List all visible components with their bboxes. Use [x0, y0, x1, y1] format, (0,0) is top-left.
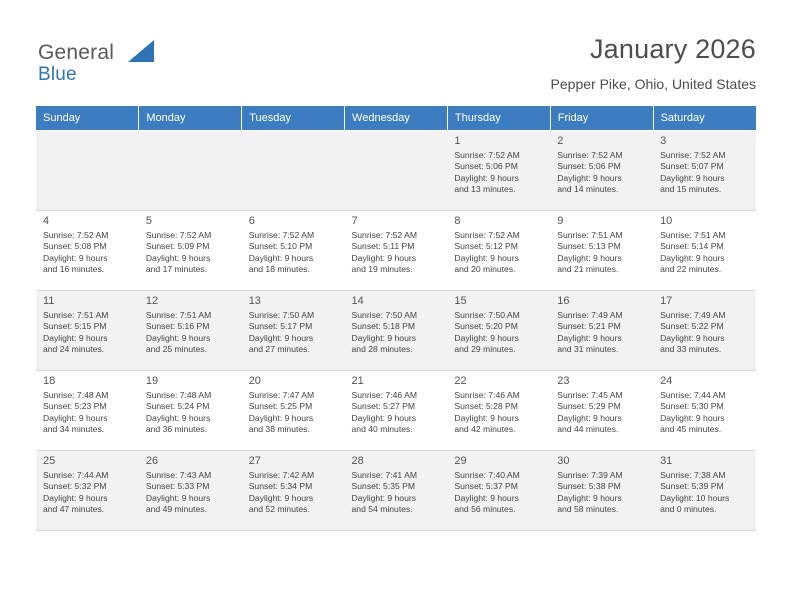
day-info-line: and 31 minutes.: [557, 344, 619, 355]
day-number: 1: [454, 135, 461, 147]
day-number: 8: [454, 215, 461, 227]
calendar-body: [36, 131, 756, 531]
day-info-line: Daylight: 9 hours: [351, 412, 417, 423]
day-info-line: Sunset: 5:06 PM: [557, 161, 621, 172]
calendar-day-cell[interactable]: [36, 371, 139, 451]
day-info-line: and 40 minutes.: [351, 424, 413, 435]
calendar-day-cell[interactable]: [139, 211, 242, 291]
day-info-line: Sunset: 5:15 PM: [43, 321, 107, 332]
day-number: 6: [248, 215, 255, 227]
weekday-header-thursday: Thursday: [447, 106, 550, 131]
day-info-line: and 17 minutes.: [145, 264, 207, 275]
day-number: 3: [660, 135, 667, 147]
logo-text-blue: Blue: [38, 64, 77, 85]
calendar-empty-cell: [345, 131, 448, 211]
day-number: 20: [248, 375, 261, 387]
day-info-line: Sunrise: 7:40 AM: [454, 470, 520, 480]
day-sun-info: [43, 390, 133, 436]
day-sun-info: [557, 390, 647, 436]
day-sun-info: [43, 310, 133, 356]
day-info-line: Sunrise: 7:41 AM: [351, 470, 417, 480]
day-sun-info: [146, 310, 236, 356]
day-sun-info: [352, 390, 442, 436]
day-info-line: Daylight: 9 hours: [145, 492, 211, 503]
day-info-line: Daylight: 9 hours: [454, 252, 519, 263]
day-info-line: Sunset: 5:34 PM: [248, 481, 313, 492]
day-info-line: and 49 minutes.: [145, 504, 207, 515]
triangle-flag-icon: [128, 40, 154, 62]
day-info-line: Sunrise: 7:52 AM: [660, 150, 726, 160]
day-info-line: and 16 minutes.: [43, 264, 105, 275]
calendar-empty-cell: [36, 131, 139, 211]
calendar-day-cell[interactable]: [653, 451, 756, 531]
day-info-line: Sunset: 5:07 PM: [660, 161, 724, 172]
day-info-line: Sunrise: 7:44 AM: [43, 470, 109, 480]
calendar-day-cell[interactable]: [139, 451, 242, 531]
day-sun-info: [557, 310, 647, 356]
day-info-line: Sunrise: 7:50 AM: [351, 310, 417, 320]
day-info-line: and 34 minutes.: [43, 424, 105, 435]
day-number: 5: [145, 215, 152, 227]
day-info-line: Sunrise: 7:52 AM: [454, 150, 520, 160]
weekday-header-tuesday: Tuesday: [242, 106, 345, 131]
day-number: 21: [351, 375, 364, 387]
day-info-line: Sunset: 5:09 PM: [145, 241, 210, 252]
day-info-line: Sunset: 5:13 PM: [557, 241, 621, 252]
day-number: 16: [557, 295, 570, 307]
day-info-line: Sunset: 5:10 PM: [248, 241, 313, 252]
day-number: 30: [557, 455, 570, 467]
calendar-week-row: [36, 211, 756, 291]
calendar-week-row: [36, 131, 756, 211]
day-info-line: Sunset: 5:28 PM: [454, 401, 518, 412]
day-info-line: and 38 minutes.: [248, 424, 310, 435]
day-info-line: Daylight: 9 hours: [557, 412, 622, 423]
weekday-header-saturday: Saturday: [653, 106, 756, 131]
day-info-line: and 21 minutes.: [557, 264, 619, 275]
day-info-line: Sunrise: 7:52 AM: [351, 230, 417, 240]
calendar-day-cell[interactable]: [242, 291, 345, 371]
day-info-line: and 19 minutes.: [351, 264, 413, 275]
day-info-line: Daylight: 9 hours: [43, 492, 108, 503]
day-number: 11: [43, 295, 55, 307]
page-title: January 2026: [589, 34, 756, 64]
day-info-line: and 25 minutes.: [145, 344, 207, 355]
day-number: 13: [248, 295, 261, 307]
calendar-day-cell[interactable]: [139, 291, 242, 371]
day-info-line: and 28 minutes.: [351, 344, 413, 355]
day-info-line: Sunset: 5:39 PM: [660, 481, 724, 492]
calendar-day-cell[interactable]: [447, 131, 550, 211]
day-sun-info: [557, 470, 647, 516]
calendar-day-cell[interactable]: [653, 371, 756, 451]
day-info-line: Sunset: 5:30 PM: [660, 401, 724, 412]
day-info-line: and 44 minutes.: [557, 424, 619, 435]
day-info-line: and 36 minutes.: [145, 424, 207, 435]
day-number: 29: [454, 455, 467, 467]
calendar-empty-cell: [242, 131, 345, 211]
day-sun-info: [249, 470, 339, 516]
day-info-line: and 20 minutes.: [454, 264, 516, 275]
calendar-day-cell[interactable]: [242, 211, 345, 291]
day-info-line: Sunset: 5:06 PM: [454, 161, 518, 172]
day-info-line: Sunset: 5:14 PM: [660, 241, 724, 252]
calendar-day-cell[interactable]: [447, 211, 550, 291]
day-sun-info: [352, 310, 442, 356]
calendar-day-cell[interactable]: [447, 371, 550, 451]
day-sun-info: [454, 390, 544, 436]
day-info-line: Sunrise: 7:50 AM: [454, 310, 520, 320]
day-info-line: Daylight: 9 hours: [660, 412, 725, 423]
day-info-line: Daylight: 9 hours: [557, 332, 622, 343]
day-info-line: Sunrise: 7:38 AM: [660, 470, 726, 480]
day-sun-info: [660, 310, 750, 356]
day-info-line: Sunrise: 7:52 AM: [248, 230, 315, 240]
calendar-day-cell[interactable]: [345, 291, 448, 371]
day-info-line: and 18 minutes.: [248, 264, 310, 275]
day-info-line: Sunset: 5:08 PM: [43, 241, 107, 252]
day-sun-info: [557, 150, 647, 196]
day-info-line: Daylight: 9 hours: [454, 332, 519, 343]
day-info-line: Daylight: 9 hours: [351, 492, 417, 503]
day-info-line: Daylight: 9 hours: [248, 412, 314, 423]
day-info-line: Sunrise: 7:49 AM: [557, 310, 623, 320]
weekday-header-monday: Monday: [139, 106, 242, 131]
day-info-line: Sunset: 5:18 PM: [351, 321, 416, 332]
day-info-line: Sunrise: 7:46 AM: [351, 390, 417, 400]
day-info-line: Daylight: 9 hours: [557, 172, 622, 183]
day-info-line: Sunset: 5:37 PM: [454, 481, 518, 492]
location-subtitle: Pepper Pike, Ohio, United States: [550, 76, 756, 92]
day-info-line: Sunset: 5:22 PM: [660, 321, 724, 332]
day-info-line: Sunrise: 7:44 AM: [660, 390, 726, 400]
page-header: [36, 28, 756, 96]
calendar-day-cell[interactable]: [242, 371, 345, 451]
day-info-line: Sunrise: 7:43 AM: [145, 470, 212, 480]
day-info-line: Daylight: 9 hours: [660, 172, 725, 183]
day-info-line: and 24 minutes.: [43, 344, 105, 355]
calendar-week-row: [36, 291, 756, 371]
calendar-day-cell[interactable]: [447, 291, 550, 371]
day-info-line: Sunrise: 7:48 AM: [43, 390, 109, 400]
day-info-line: Sunset: 5:17 PM: [248, 321, 313, 332]
day-info-line: Sunrise: 7:51 AM: [660, 230, 726, 240]
day-info-line: and 56 minutes.: [454, 504, 516, 515]
calendar-day-cell[interactable]: [653, 291, 756, 371]
calendar-day-cell[interactable]: [242, 451, 345, 531]
logo-text-general: General: [38, 41, 115, 64]
day-info-line: Sunset: 5:27 PM: [351, 401, 416, 412]
calendar-day-cell[interactable]: [550, 211, 653, 291]
day-info-line: and 33 minutes.: [660, 344, 722, 355]
day-number: 10: [660, 215, 673, 227]
day-info-line: Sunrise: 7:52 AM: [145, 230, 212, 240]
day-info-line: Daylight: 9 hours: [454, 492, 519, 503]
calendar-day-cell[interactable]: [345, 211, 448, 291]
day-info-line: and 22 minutes.: [660, 264, 722, 275]
calendar-day-cell[interactable]: [653, 131, 756, 211]
day-info-line: Daylight: 9 hours: [43, 412, 108, 423]
day-number: 26: [145, 455, 159, 467]
day-info-line: Sunrise: 7:48 AM: [145, 390, 212, 400]
day-info-line: and 15 minutes.: [660, 184, 722, 195]
day-number: 27: [248, 455, 261, 467]
day-sun-info: [43, 230, 133, 276]
day-number: 17: [660, 295, 673, 307]
calendar-empty-cell: [139, 131, 242, 211]
calendar-week-row: [36, 371, 756, 451]
calendar-day-cell[interactable]: [550, 451, 653, 531]
day-info-line: Sunset: 5:24 PM: [145, 401, 210, 412]
day-number: 14: [351, 295, 364, 307]
day-info-line: Sunset: 5:12 PM: [454, 241, 518, 252]
day-info-line: Sunset: 5:33 PM: [145, 481, 210, 492]
day-sun-info: [454, 150, 544, 196]
day-info-line: Sunrise: 7:52 AM: [43, 230, 109, 240]
day-info-line: Sunset: 5:38 PM: [557, 481, 621, 492]
day-info-line: Daylight: 9 hours: [351, 332, 417, 343]
day-number: 22: [454, 375, 467, 387]
day-sun-info: [249, 390, 339, 436]
day-number: 2: [557, 135, 564, 147]
day-info-line: and 0 minutes.: [660, 504, 717, 515]
calendar-day-cell[interactable]: [36, 211, 139, 291]
calendar-day-cell[interactable]: [345, 451, 448, 531]
day-info-line: and 45 minutes.: [660, 424, 722, 435]
day-sun-info: [557, 230, 647, 276]
day-number: 25: [43, 455, 56, 467]
day-sun-info: [660, 390, 750, 436]
day-info-line: Daylight: 9 hours: [660, 332, 725, 343]
day-info-line: Daylight: 9 hours: [660, 252, 725, 263]
day-info-line: Sunrise: 7:49 AM: [660, 310, 726, 320]
day-sun-info: [454, 310, 544, 356]
day-info-line: Sunrise: 7:51 AM: [557, 230, 623, 240]
day-info-line: Sunset: 5:20 PM: [454, 321, 518, 332]
calendar-day-cell[interactable]: [447, 451, 550, 531]
day-info-line: Sunrise: 7:42 AM: [248, 470, 315, 480]
day-info-line: Daylight: 9 hours: [454, 412, 519, 423]
weekday-header-friday: Friday: [550, 106, 653, 131]
day-sun-info: [660, 470, 750, 516]
weekday-header-sunday: Sunday: [36, 106, 139, 131]
day-info-line: Sunrise: 7:47 AM: [248, 390, 315, 400]
day-info-line: and 58 minutes.: [557, 504, 619, 515]
day-info-line: Daylight: 9 hours: [43, 332, 108, 343]
calendar-day-cell[interactable]: [36, 451, 139, 531]
day-info-line: Sunset: 5:35 PM: [351, 481, 416, 492]
day-info-line: Daylight: 9 hours: [557, 492, 622, 503]
day-info-line: Daylight: 9 hours: [145, 252, 211, 263]
day-info-line: and 29 minutes.: [454, 344, 516, 355]
sunrise-sunset-calendar: [36, 106, 756, 531]
day-info-line: Daylight: 9 hours: [248, 332, 314, 343]
calendar-day-cell[interactable]: [36, 291, 139, 371]
day-info-line: and 54 minutes.: [351, 504, 413, 515]
day-sun-info: [352, 230, 442, 276]
day-sun-info: [352, 470, 442, 516]
day-sun-info: [146, 390, 236, 436]
logo[interactable]: [38, 42, 114, 84]
day-info-line: and 13 minutes.: [454, 184, 516, 195]
day-sun-info: [249, 310, 339, 356]
day-number: 23: [557, 375, 570, 387]
day-number: 19: [145, 375, 159, 387]
day-info-line: Sunrise: 7:45 AM: [557, 390, 623, 400]
day-number: 18: [43, 375, 56, 387]
calendar-day-cell[interactable]: [139, 371, 242, 451]
day-sun-info: [146, 470, 236, 516]
day-sun-info: [454, 230, 544, 276]
day-info-line: and 47 minutes.: [43, 504, 105, 515]
day-info-line: Sunset: 5:32 PM: [43, 481, 107, 492]
day-info-line: Sunset: 5:29 PM: [557, 401, 621, 412]
day-sun-info: [660, 230, 750, 276]
day-info-line: Sunset: 5:16 PM: [145, 321, 210, 332]
calendar-day-cell[interactable]: [653, 211, 756, 291]
day-sun-info: [43, 470, 133, 516]
day-number: 12: [145, 295, 159, 307]
day-info-line: Daylight: 10 hours: [660, 492, 730, 503]
day-info-line: and 14 minutes.: [557, 184, 619, 195]
day-info-line: Sunrise: 7:51 AM: [43, 310, 109, 320]
day-info-line: Daylight: 9 hours: [248, 492, 314, 503]
day-info-line: Sunset: 5:11 PM: [351, 241, 415, 252]
day-sun-info: [660, 150, 750, 196]
calendar-week-row: [36, 451, 756, 531]
day-info-line: and 52 minutes.: [248, 504, 310, 515]
day-info-line: Sunset: 5:23 PM: [43, 401, 107, 412]
day-info-line: Sunrise: 7:39 AM: [557, 470, 623, 480]
day-info-line: and 27 minutes.: [248, 344, 310, 355]
weekday-header-row: [36, 106, 756, 131]
day-sun-info: [146, 230, 236, 276]
calendar-day-cell[interactable]: [550, 131, 653, 211]
day-sun-info: [249, 230, 339, 276]
day-number: 31: [660, 455, 673, 467]
day-info-line: Sunrise: 7:52 AM: [454, 230, 520, 240]
day-info-line: Daylight: 9 hours: [145, 332, 211, 343]
day-info-line: Sunrise: 7:51 AM: [145, 310, 212, 320]
day-number: 4: [43, 215, 50, 227]
day-number: 7: [351, 215, 358, 227]
day-sun-info: [454, 470, 544, 516]
day-info-line: Sunrise: 7:50 AM: [248, 310, 315, 320]
weekday-header-wednesday: Wednesday: [345, 106, 448, 131]
day-info-line: Sunrise: 7:52 AM: [557, 150, 623, 160]
day-info-line: and 42 minutes.: [454, 424, 516, 435]
day-info-line: Daylight: 9 hours: [43, 252, 108, 263]
day-info-line: Sunset: 5:25 PM: [248, 401, 313, 412]
day-number: 24: [660, 375, 673, 387]
day-info-line: Sunrise: 7:46 AM: [454, 390, 520, 400]
calendar-day-cell[interactable]: [550, 371, 653, 451]
day-info-line: Sunset: 5:21 PM: [557, 321, 621, 332]
day-info-line: Daylight: 9 hours: [145, 412, 211, 423]
day-number: 28: [351, 455, 364, 467]
calendar-day-cell[interactable]: [550, 291, 653, 371]
day-info-line: Daylight: 9 hours: [248, 252, 314, 263]
day-info-line: Daylight: 9 hours: [557, 252, 622, 263]
day-info-line: Daylight: 9 hours: [454, 172, 519, 183]
calendar-day-cell[interactable]: [345, 371, 448, 451]
day-info-line: Daylight: 9 hours: [351, 252, 417, 263]
day-number: 15: [454, 295, 467, 307]
day-number: 9: [557, 215, 564, 227]
